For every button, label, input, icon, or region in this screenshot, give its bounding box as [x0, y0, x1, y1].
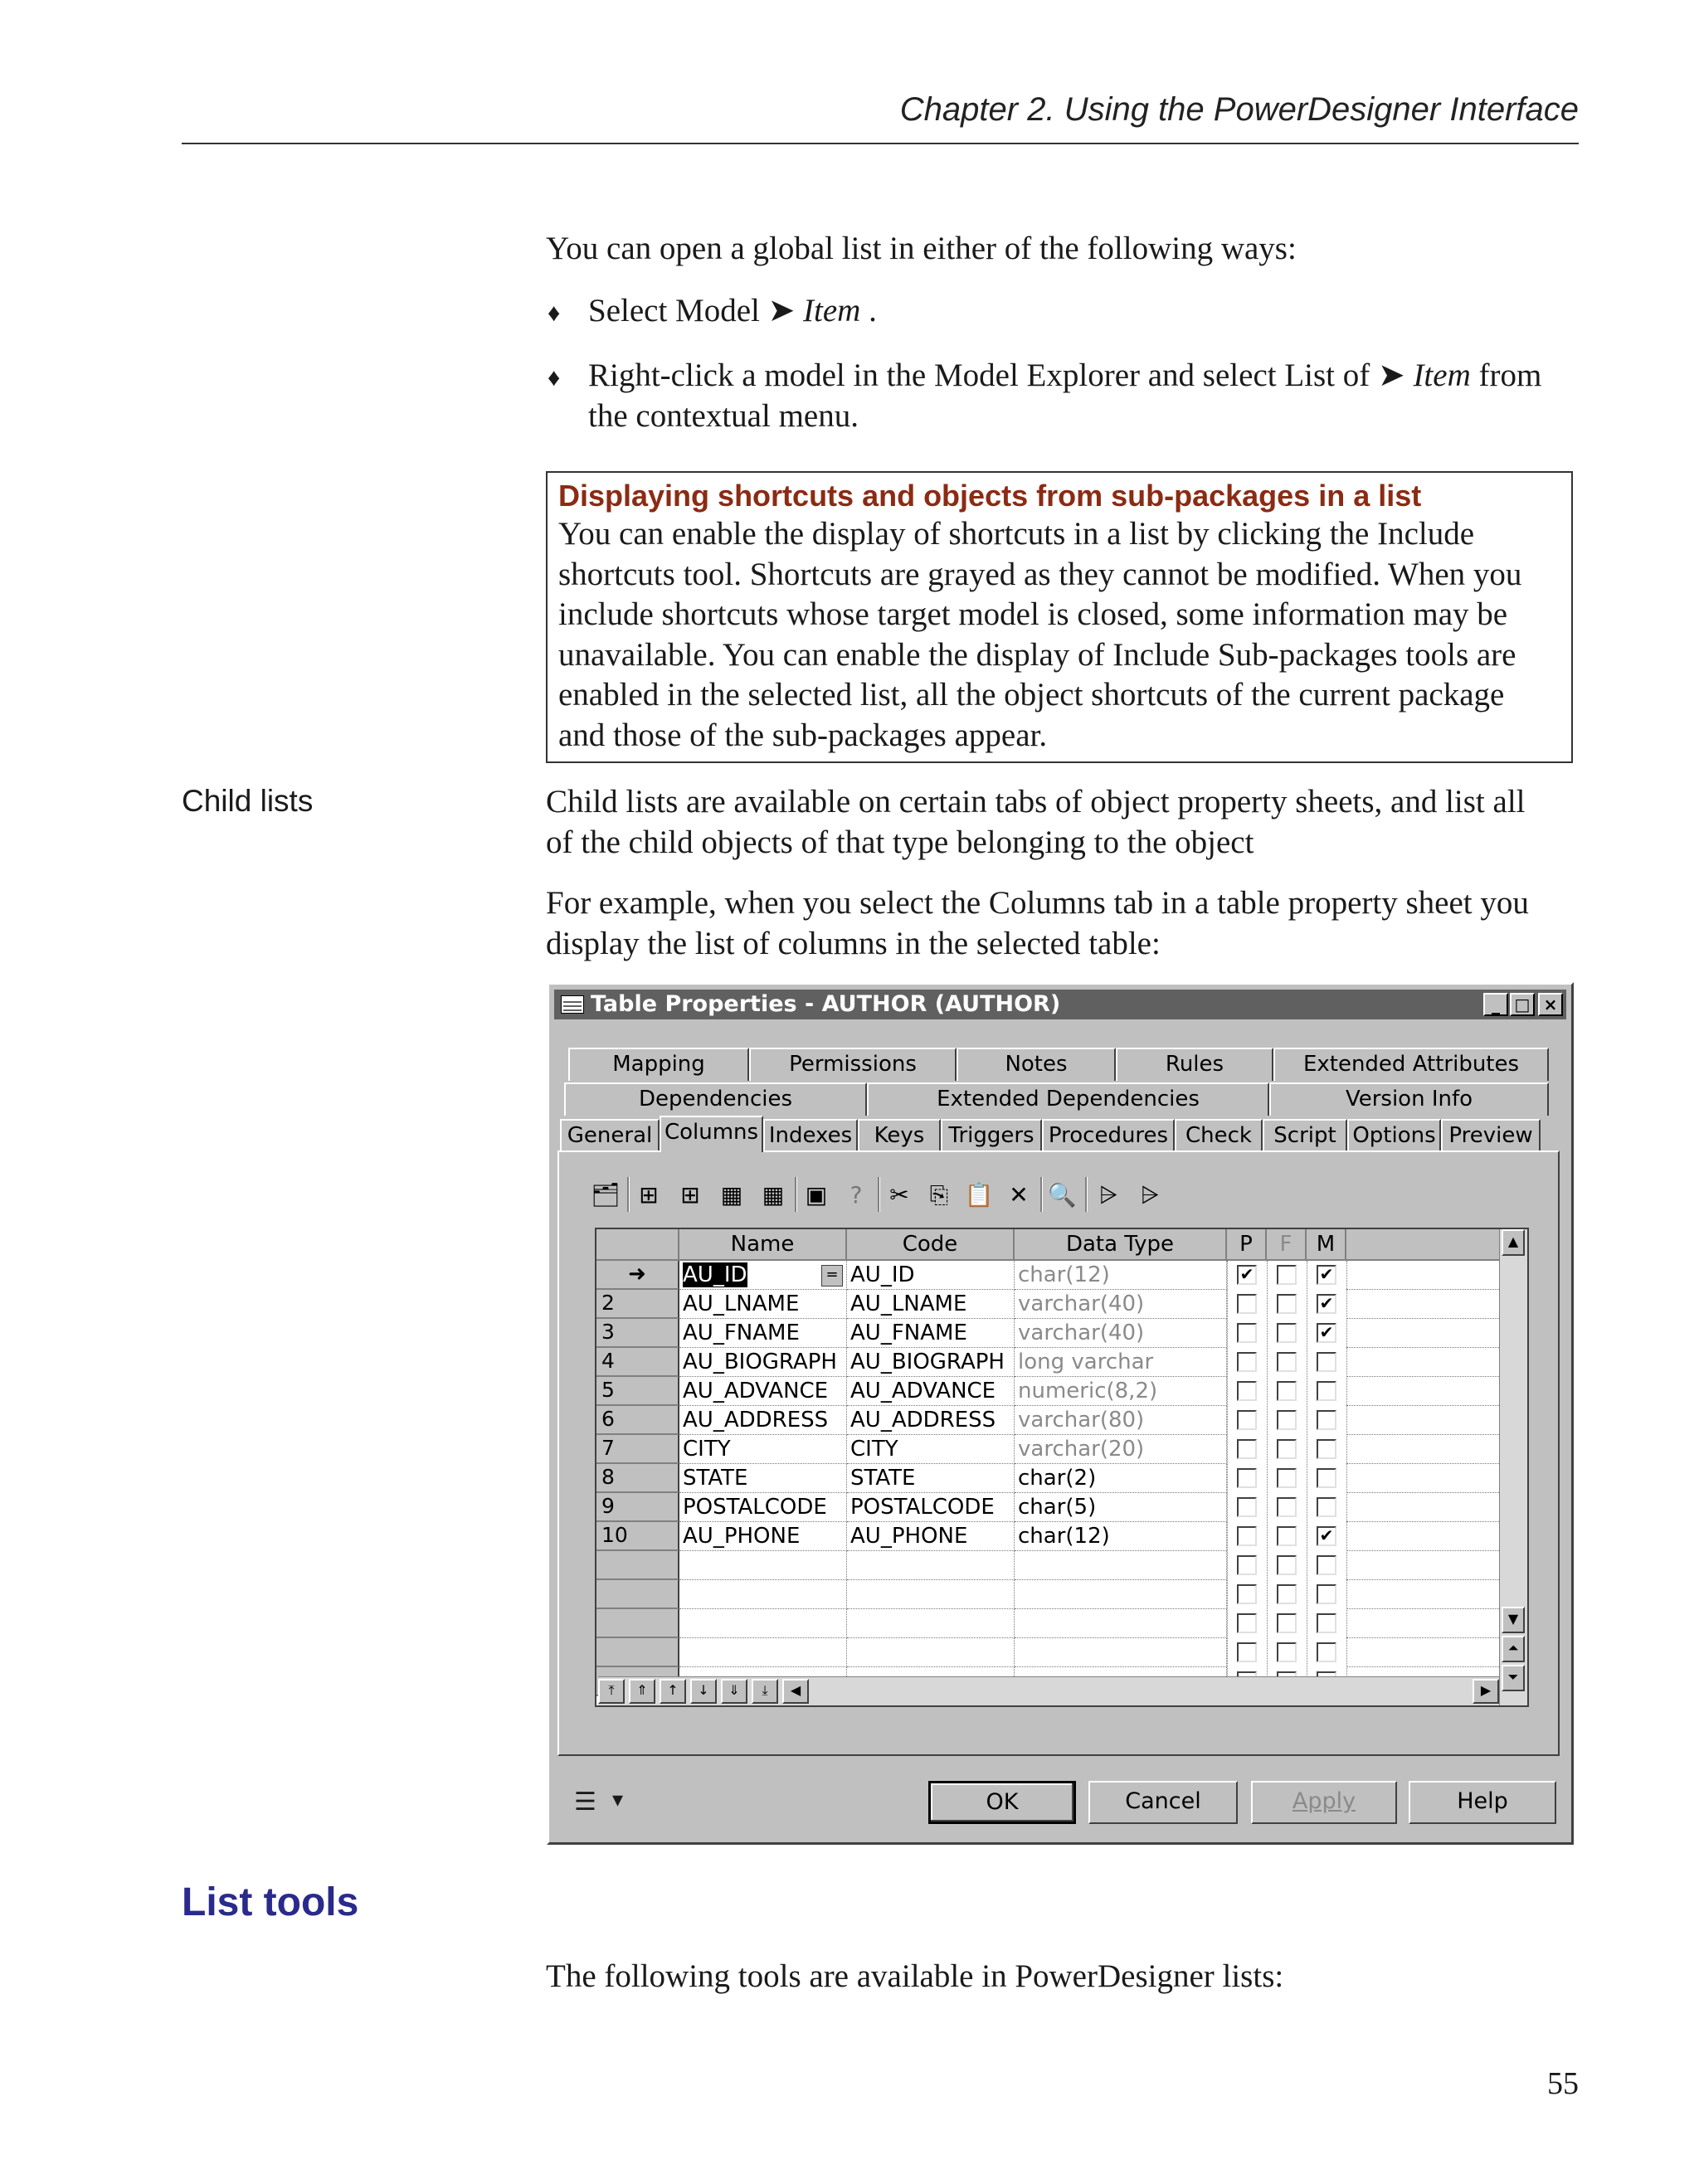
cancel-button[interactable]: Cancel: [1088, 1781, 1238, 1824]
checkbox-p[interactable]: [1237, 1613, 1257, 1633]
checkbox-f[interactable]: [1277, 1526, 1297, 1546]
tab-row-3: [560, 1116, 1549, 1152]
delete-icon[interactable]: ✕: [1009, 1181, 1029, 1209]
cell-code[interactable]: STATE: [847, 1464, 1015, 1493]
tab-version-info[interactable]: Version Info: [1269, 1082, 1549, 1116]
cell-name[interactable]: STATE: [679, 1464, 847, 1493]
checkbox-p[interactable]: [1237, 1555, 1257, 1575]
cell-name[interactable]: [679, 1580, 847, 1609]
note-line: You can enable the display of shortcuts in a list by clicking the Include: [558, 516, 1475, 552]
tab-options[interactable]: Options: [1347, 1119, 1441, 1152]
cell-name[interactable]: POSTALCODE: [679, 1493, 847, 1522]
cell-code[interactable]: AU_ID: [847, 1261, 1015, 1290]
checkbox-p[interactable]: [1237, 1352, 1257, 1372]
checkbox-p[interactable]: [1237, 1410, 1257, 1430]
grid-line: [1227, 1261, 1228, 1677]
checkbox-p[interactable]: [1237, 1323, 1257, 1343]
checkbox-m[interactable]: [1317, 1381, 1336, 1401]
cell-code[interactable]: AU_BIOGRAPH: [847, 1348, 1015, 1377]
bullet-2: [548, 355, 560, 398]
add-row-icon[interactable]: ⊞: [680, 1181, 700, 1209]
checkbox-p[interactable]: [1237, 1439, 1257, 1459]
cell-filler: [1346, 1261, 1502, 1290]
cell-type[interactable]: long varchar: [1015, 1348, 1227, 1377]
bullet-glyph: ♦: [548, 299, 561, 327]
row-header[interactable]: 5: [596, 1377, 679, 1406]
tab-script[interactable]: Script: [1263, 1119, 1347, 1152]
cell-code[interactable]: AU_PHONE: [847, 1522, 1015, 1551]
cell-code[interactable]: POSTALCODE: [847, 1493, 1015, 1522]
checkbox-f[interactable]: [1277, 1323, 1297, 1343]
toolbar-separator: [1085, 1177, 1088, 1212]
bullet-2-line2: the contextual menu.: [588, 398, 859, 434]
cell-name[interactable]: AU_LNAME: [679, 1290, 847, 1319]
note-line: unavailable. You can enable the display of Include Sub-packages tools are: [558, 636, 1516, 673]
cell-filler: [1346, 1377, 1502, 1406]
toolbar-separator: [878, 1177, 880, 1212]
row-header[interactable]: 6: [596, 1406, 679, 1435]
row-header[interactable]: [596, 1609, 679, 1638]
header-rule: [182, 143, 1579, 144]
cell-type[interactable]: [1015, 1609, 1227, 1638]
list-menu[interactable]: [574, 1786, 649, 1822]
column-header-foreign[interactable]: F: [1267, 1229, 1307, 1261]
tab-columns[interactable]: Columns: [660, 1116, 763, 1152]
cell-type[interactable]: char(12): [1015, 1261, 1227, 1290]
cell-name[interactable]: AU_ADVANCE: [679, 1377, 847, 1406]
checkbox-f[interactable]: [1277, 1381, 1297, 1401]
note-line: include shortcuts whose target model is closed, some information may be: [558, 596, 1508, 632]
minimize-button[interactable]: _: [1483, 993, 1508, 1016]
move-down-button[interactable]: ↓: [690, 1679, 717, 1704]
list-toolbar: [591, 1174, 1337, 1214]
cell-filler: [1346, 1551, 1502, 1580]
cell-filler: [1346, 1435, 1502, 1464]
paste-icon[interactable]: 📋: [964, 1181, 994, 1209]
move-page-down-button[interactable]: ⇓: [721, 1679, 747, 1704]
row-header[interactable]: 8: [596, 1464, 679, 1493]
horizontal-scrollbar[interactable]: [598, 1676, 1499, 1705]
table-icon: [561, 995, 584, 1014]
cell-filler: [1346, 1522, 1502, 1551]
column-header-empty: [1346, 1229, 1502, 1261]
checkbox-f[interactable]: [1277, 1265, 1297, 1285]
bullet-1: [548, 290, 560, 333]
scroll-left-button[interactable]: ◀: [782, 1679, 809, 1704]
checkbox-m[interactable]: ✔: [1317, 1294, 1336, 1314]
note-line: shortcuts tool. Shortcuts are grayed as they cannot be modified. When you: [558, 556, 1522, 592]
bullet-2-post: from: [1470, 358, 1542, 393]
row-header[interactable]: [596, 1551, 679, 1580]
customize-filter-icon[interactable]: ⩥: [1098, 1181, 1118, 1209]
scroll-down-button[interactable]: ▼: [1502, 1607, 1525, 1633]
intro-text: You can open a global list in either of the following ways:: [546, 231, 1297, 266]
cell-type[interactable]: varchar(40): [1015, 1319, 1227, 1348]
checkbox-f[interactable]: [1277, 1352, 1297, 1372]
note-title: Displaying shortcuts and objects from sub-packages in a list: [558, 479, 1422, 513]
chapter-header: Chapter 2. Using the PowerDesigner Interface: [899, 91, 1579, 128]
properties-icon[interactable]: 🗂: [591, 1181, 621, 1209]
checkbox-f[interactable]: [1277, 1294, 1297, 1314]
cell-code[interactable]: AU_ADDRESS: [847, 1406, 1015, 1435]
cell-name[interactable]: [679, 1609, 847, 1638]
tab-notes[interactable]: Notes: [957, 1048, 1116, 1081]
cell-code[interactable]: CITY: [847, 1435, 1015, 1464]
cell-type[interactable]: [1015, 1551, 1227, 1580]
cell-name[interactable]: AU_PHONE: [679, 1522, 847, 1551]
row-header[interactable]: 2: [596, 1290, 679, 1319]
checkbox-p[interactable]: [1237, 1497, 1257, 1517]
find-in-diagram-icon[interactable]: ▣: [805, 1181, 828, 1209]
maximize-button[interactable]: □: [1510, 993, 1535, 1016]
checkbox-m[interactable]: ✔: [1317, 1526, 1336, 1546]
row-header[interactable]: 4: [596, 1348, 679, 1377]
checkbox-m[interactable]: [1317, 1410, 1336, 1430]
cell-code[interactable]: [847, 1580, 1015, 1609]
row-header[interactable]: 10: [596, 1522, 679, 1551]
checkbox-f[interactable]: [1277, 1613, 1297, 1633]
add-columns-icon[interactable]: ▦: [720, 1181, 743, 1209]
checkbox-f[interactable]: [1277, 1555, 1297, 1575]
window-title: Table Properties - AUTHOR (AUTHOR): [591, 991, 1061, 1017]
checkbox-p[interactable]: [1237, 1468, 1257, 1488]
column-header-code[interactable]: Code: [847, 1229, 1015, 1261]
help-icon[interactable]: ?: [850, 1181, 863, 1209]
bullet-2-italic: Item: [1413, 358, 1471, 393]
find-icon[interactable]: 🔍: [1047, 1181, 1077, 1209]
row-header[interactable]: [596, 1638, 679, 1667]
apply-button[interactable]: Apply: [1251, 1781, 1397, 1824]
cell-edit-button[interactable]: =: [821, 1265, 843, 1287]
row-header[interactable]: 7: [596, 1435, 679, 1464]
scroll-up-button[interactable]: ▲: [1502, 1229, 1525, 1256]
checkbox-f[interactable]: [1277, 1497, 1297, 1517]
table-properties-window: [547, 982, 1574, 1845]
scroll-right-button[interactable]: ▶: [1473, 1679, 1499, 1704]
scroll-page-up-button[interactable]: ⏶: [1502, 1636, 1525, 1662]
checkbox-p[interactable]: [1237, 1381, 1257, 1401]
column-header-primary[interactable]: P: [1227, 1229, 1267, 1261]
tab-triggers[interactable]: Triggers: [941, 1119, 1042, 1152]
cell-filler: [1346, 1319, 1502, 1348]
tab-mapping[interactable]: Mapping: [568, 1048, 749, 1081]
tab-procedures[interactable]: Procedures: [1042, 1119, 1175, 1152]
bullet-glyph: ♦: [548, 364, 561, 392]
tab-extended-dependencies[interactable]: Extended Dependencies: [867, 1082, 1269, 1116]
insert-row-icon[interactable]: ⊞: [639, 1181, 659, 1209]
toolbar-separator: [627, 1177, 630, 1212]
selected-cell-text[interactable]: AU_ID: [683, 1262, 747, 1287]
checkbox-f[interactable]: [1277, 1468, 1297, 1488]
checkbox-m[interactable]: ✔: [1317, 1265, 1336, 1285]
move-page-up-button[interactable]: ⇑: [629, 1679, 655, 1704]
row-header[interactable]: 9: [596, 1493, 679, 1522]
child-lists-para1-l1: Child lists are available on certain tabs of object property sheets, and list all: [546, 784, 1526, 820]
tab-row-1: [568, 1048, 1549, 1081]
columns-grid: [595, 1228, 1529, 1707]
cell-filler: [1346, 1493, 1502, 1522]
tab-extended-attributes[interactable]: Extended Attributes: [1273, 1048, 1549, 1081]
grid-line: [1346, 1261, 1347, 1677]
move-top-button[interactable]: ⤒: [598, 1679, 625, 1704]
cell-type[interactable]: char(5): [1015, 1493, 1227, 1522]
bullet-1-after: .: [860, 293, 877, 328]
checkbox-f[interactable]: [1277, 1410, 1297, 1430]
checkbox-f[interactable]: [1277, 1584, 1297, 1604]
cell-code[interactable]: [847, 1609, 1015, 1638]
checkbox-m[interactable]: [1317, 1642, 1336, 1662]
cell-type[interactable]: varchar(40): [1015, 1290, 1227, 1319]
grid-corner: [596, 1229, 679, 1261]
filter-icon[interactable]: ⩥: [1140, 1181, 1160, 1209]
page-number: 55: [1547, 2066, 1579, 2101]
tab-indexes[interactable]: Indexes: [763, 1119, 858, 1152]
note-box: [546, 471, 1573, 763]
checkbox-p[interactable]: [1237, 1642, 1257, 1662]
checkbox-m[interactable]: ✔: [1317, 1323, 1336, 1343]
tab-keys[interactable]: Keys: [858, 1119, 941, 1152]
checkbox-m[interactable]: [1317, 1468, 1336, 1488]
note-line: and those of the sub-packages appear.: [558, 717, 1048, 753]
checkbox-f[interactable]: [1277, 1439, 1297, 1459]
cell-code[interactable]: AU_LNAME: [847, 1290, 1015, 1319]
cell-type[interactable]: char(12): [1015, 1522, 1227, 1551]
child-lists-para1-l2: of the child objects of that type belonging to the object: [546, 824, 1254, 860]
cell-code[interactable]: [847, 1551, 1015, 1580]
cell-type[interactable]: varchar(80): [1015, 1406, 1227, 1435]
scroll-page-down-button[interactable]: ⏷: [1502, 1665, 1525, 1691]
toolbar-separator: [1040, 1177, 1043, 1212]
chevron-down-icon[interactable]: ▾: [612, 1788, 624, 1812]
cell-filler: [1346, 1580, 1502, 1609]
cell-filler: [1346, 1406, 1502, 1435]
note-line: enabled in the selected list, all the object shortcuts of the current package: [558, 677, 1505, 713]
move-bottom-button[interactable]: ⤓: [752, 1679, 778, 1704]
tab-dependencies[interactable]: Dependencies: [564, 1082, 867, 1116]
checkbox-p[interactable]: [1237, 1526, 1257, 1546]
checkbox-p[interactable]: [1237, 1294, 1257, 1314]
bullet-1-italic: Item: [803, 293, 861, 328]
cell-name[interactable]: AU_ADDRESS: [679, 1406, 847, 1435]
child-lists-para2-l1: For example, when you select the Columns tab in a table property sheet you: [546, 885, 1529, 921]
cell-code[interactable]: [847, 1638, 1015, 1667]
section-title: List tools: [182, 1880, 359, 1924]
checkbox-p[interactable]: ✔: [1237, 1265, 1257, 1285]
checkbox-f[interactable]: [1277, 1642, 1297, 1662]
cell-filler: [1346, 1609, 1502, 1638]
close-button[interactable]: ×: [1538, 993, 1563, 1016]
cell-name[interactable]: CITY: [679, 1435, 847, 1464]
tab-preview[interactable]: Preview: [1441, 1119, 1541, 1152]
checkbox-m[interactable]: [1317, 1497, 1336, 1517]
row-header[interactable]: ➜: [596, 1261, 679, 1290]
cell-filler: [1346, 1348, 1502, 1377]
row-header[interactable]: [596, 1580, 679, 1609]
tab-general[interactable]: General: [560, 1119, 660, 1152]
tab-permissions[interactable]: Permissions: [749, 1048, 957, 1081]
cell-code[interactable]: AU_FNAME: [847, 1319, 1015, 1348]
column-header-mandatory[interactable]: M: [1307, 1229, 1346, 1261]
child-lists-para2-l2: display the list of columns in the selected table:: [546, 926, 1161, 961]
list-menu-icon[interactable]: ☰: [574, 1788, 596, 1817]
row-header[interactable]: 3: [596, 1319, 679, 1348]
move-up-button[interactable]: ↑: [660, 1679, 686, 1704]
cell-name[interactable]: [679, 1261, 847, 1290]
vertical-scrollbar[interactable]: [1499, 1229, 1527, 1707]
checkbox-m[interactable]: [1317, 1584, 1336, 1604]
tab-rules[interactable]: Rules: [1116, 1048, 1273, 1081]
cell-type[interactable]: [1015, 1638, 1227, 1667]
bullet-1-pre: Select Model ➤: [588, 293, 804, 328]
cut-icon[interactable]: ✂: [889, 1181, 909, 1209]
column-header-name[interactable]: Name: [679, 1229, 847, 1261]
checkbox-m[interactable]: [1317, 1352, 1336, 1372]
cell-type[interactable]: char(2): [1015, 1464, 1227, 1493]
cell-filler: [1346, 1290, 1502, 1319]
cell-type[interactable]: numeric(8,2): [1015, 1377, 1227, 1406]
cell-type[interactable]: varchar(20): [1015, 1435, 1227, 1464]
column-header-data-type[interactable]: Data Type: [1015, 1229, 1227, 1261]
cell-name[interactable]: [679, 1551, 847, 1580]
cell-name[interactable]: AU_BIOGRAPH: [679, 1348, 847, 1377]
cell-filler: [1346, 1464, 1502, 1493]
grid-line: [1267, 1261, 1268, 1677]
ok-button[interactable]: OK: [928, 1781, 1076, 1824]
cell-name[interactable]: AU_FNAME: [679, 1319, 847, 1348]
copy-icon[interactable]: ⎘: [929, 1181, 949, 1209]
checkbox-m[interactable]: [1317, 1613, 1336, 1633]
checkbox-m[interactable]: [1317, 1555, 1336, 1575]
cell-filler: [1346, 1638, 1502, 1667]
child-lists-label: Child lists: [182, 784, 314, 818]
help-button[interactable]: Help: [1409, 1781, 1556, 1824]
bullet-2-line1: [588, 355, 1541, 396]
checkbox-p[interactable]: [1237, 1584, 1257, 1604]
section-text: The following tools are available in PowerDesigner lists:: [546, 1958, 1284, 1994]
tab-check[interactable]: Check: [1175, 1119, 1263, 1152]
bullet-2-pre: Right-click a model in the Model Explorer and select List of ➤: [588, 358, 1414, 393]
bullet-1-text: [588, 290, 877, 331]
toolbar-separator: [795, 1177, 797, 1212]
title-bar[interactable]: [554, 990, 1566, 1019]
reuse-columns-icon[interactable]: ▦: [762, 1181, 785, 1209]
cell-type[interactable]: [1015, 1580, 1227, 1609]
cell-name[interactable]: [679, 1638, 847, 1667]
tab-row-2: [564, 1082, 1549, 1116]
cell-code[interactable]: AU_ADVANCE: [847, 1377, 1015, 1406]
checkbox-m[interactable]: [1317, 1439, 1336, 1459]
